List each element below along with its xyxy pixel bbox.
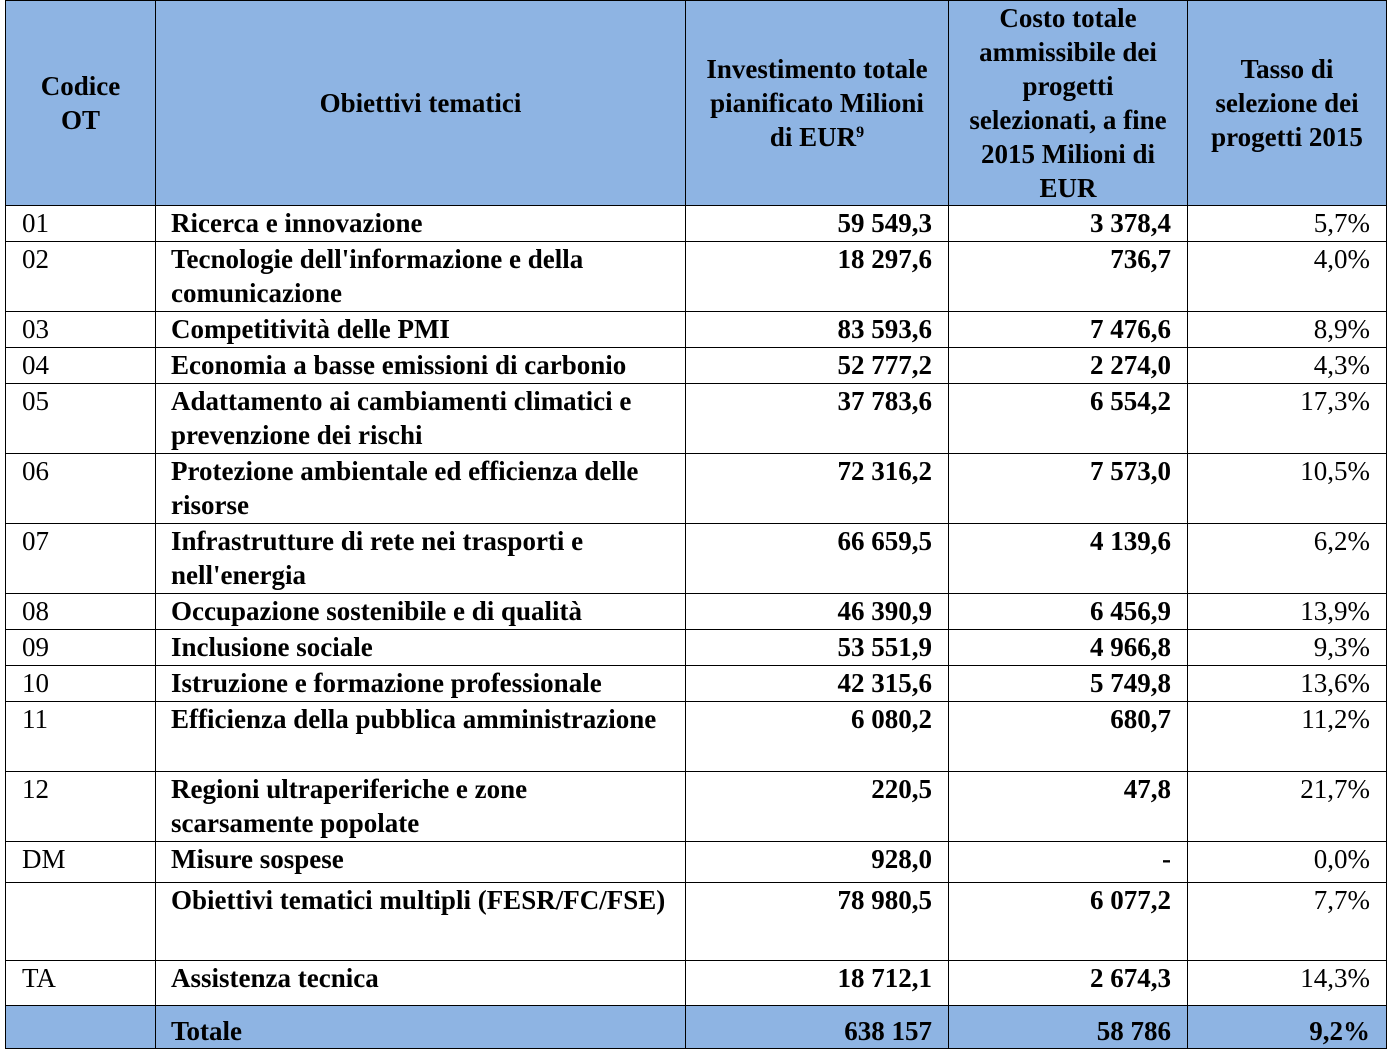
cell-objective: Istruzione e formazione professionale [171, 668, 602, 698]
cell-investment: 18 297,6 [686, 242, 949, 312]
cell-code: 03 [6, 312, 156, 347]
cell-code-objective [6, 348, 686, 384]
total-rate: 9,2% [1188, 1006, 1387, 1049]
footnote-marker: 9 [856, 124, 865, 141]
total-cost: 58 786 [949, 1006, 1188, 1049]
cell-objective: Occupazione sostenibile e di qualità [171, 596, 583, 626]
cell-cost: 2 274,0 [949, 348, 1188, 384]
cell-code: 11 [6, 702, 156, 771]
cell-code-objective [6, 630, 686, 666]
cell-rate: 13,6% [1188, 666, 1387, 702]
cell-objective: Ricerca e innovazione [171, 208, 423, 238]
cell-cost: 2 674,3 [949, 961, 1188, 1006]
cell-cost: - [949, 842, 1188, 883]
cell-code-objective [6, 524, 686, 594]
cell-code-objective [6, 206, 686, 242]
table-row [6, 883, 1387, 961]
cell-code: DM [6, 842, 156, 882]
cell-investment: 66 659,5 [686, 524, 949, 594]
cell-investment: 72 316,2 [686, 454, 949, 524]
cell-objective: Adattamento ai cambiamenti climatici e prevenzione dei rischi [171, 386, 632, 450]
cell-objective: Inclusione sociale [171, 632, 373, 662]
cell-objective: Infrastrutture di rete nei trasporti e nell'energia [171, 526, 584, 590]
cell-code: 01 [6, 206, 156, 241]
cell-code-objective [6, 961, 686, 1006]
header-row [6, 1, 1387, 206]
cell-investment: 220,5 [686, 772, 949, 842]
cell-code: 02 [6, 242, 156, 311]
header-objective: Obiettivi tematici [319, 88, 522, 118]
cell-investment: 42 315,6 [686, 666, 949, 702]
cell-cost: 3 378,4 [949, 206, 1188, 242]
cell-rate: 4,0% [1188, 242, 1387, 312]
cell-investment: 59 549,3 [686, 206, 949, 242]
header-cost [949, 1, 1188, 206]
cell-investment: 52 777,2 [686, 348, 949, 384]
cell-cost: 5 749,8 [949, 666, 1188, 702]
table-row [6, 524, 1387, 594]
table-row [6, 842, 1387, 883]
cell-rate: 4,3% [1188, 348, 1387, 384]
cell-code: 06 [6, 454, 156, 523]
cell-cost: 7 476,6 [949, 312, 1188, 348]
cell-objective: Obiettivi tematici multipli (FESR/FC/FSE) [171, 885, 666, 915]
cell-rate: 10,5% [1188, 454, 1387, 524]
cell-code-objective [6, 842, 686, 883]
cell-objective: Economia a basse emissioni di carbonio [171, 350, 627, 380]
cell-objective: Efficienza della pubblica amministrazione [171, 704, 657, 734]
cell-rate: 0,0% [1188, 842, 1387, 883]
cell-rate: 9,3% [1188, 630, 1387, 666]
cell-code-objective [6, 702, 686, 772]
cell-cost: 6 077,2 [949, 883, 1188, 961]
cell-investment: 46 390,9 [686, 594, 949, 630]
cell-investment: 37 783,6 [686, 384, 949, 454]
cell-investment: 53 551,9 [686, 630, 949, 666]
cell-code: 04 [6, 348, 156, 383]
cell-code: 12 [6, 772, 156, 841]
cell-cost: 6 554,2 [949, 384, 1188, 454]
cell-rate: 14,3% [1188, 961, 1387, 1006]
cell-code-objective [6, 242, 686, 312]
table-row [6, 666, 1387, 702]
cell-rate: 6,2% [1188, 524, 1387, 594]
cell-code-objective [6, 384, 686, 454]
cell-cost: 47,8 [949, 772, 1188, 842]
cell-investment: 78 980,5 [686, 883, 949, 961]
cell-code: 09 [6, 630, 156, 665]
cell-rate: 13,9% [1188, 594, 1387, 630]
cell-investment: 6 080,2 [686, 702, 949, 772]
cell-rate: 8,9% [1188, 312, 1387, 348]
total-code-cell [6, 1006, 156, 1048]
cell-rate: 17,3% [1188, 384, 1387, 454]
cell-objective: Competitività delle PMI [171, 314, 450, 344]
cell-objective: Tecnologie dell'informazione e della comunicazione [171, 244, 584, 308]
total-investment: 638 157 [686, 1006, 949, 1049]
table-row [6, 772, 1387, 842]
cell-cost: 4 139,6 [949, 524, 1188, 594]
cell-objective: Assistenza tecnica [171, 963, 379, 993]
table-row [6, 961, 1387, 1006]
cell-code-objective [6, 772, 686, 842]
table-row [6, 206, 1387, 242]
cell-rate: 7,7% [1188, 883, 1387, 961]
table-row [6, 594, 1387, 630]
cell-code: TA [6, 961, 156, 1005]
cell-cost: 7 573,0 [949, 454, 1188, 524]
cell-investment: 928,0 [686, 842, 949, 883]
cell-objective: Protezione ambientale ed efficienza delle risorse [171, 456, 639, 520]
cell-rate: 11,2% [1188, 702, 1387, 772]
cell-code-objective [6, 594, 686, 630]
table-row [6, 384, 1387, 454]
header-rate-label: Tasso di selezione dei progetti 2015 [1211, 54, 1363, 152]
total-label-cell [6, 1006, 686, 1049]
cell-objective: Regioni ultraperiferiche e zone scarsamente popolate [171, 774, 528, 838]
table-row [6, 348, 1387, 384]
table-row [6, 454, 1387, 524]
header-cost-label: Costo totale ammissibile dei progetti selezionati, a fine 2015 Milioni di EUR [969, 3, 1167, 203]
cell-code-objective [6, 312, 686, 348]
cell-code-objective [6, 883, 686, 961]
cell-code: 05 [6, 384, 156, 453]
total-label: Totale [171, 1016, 243, 1046]
header-investment [686, 1, 949, 206]
cell-code: 10 [6, 666, 156, 701]
table-row [6, 242, 1387, 312]
cell-code-objective [6, 666, 686, 702]
cell-code [6, 883, 156, 960]
cell-cost: 680,7 [949, 702, 1188, 772]
thematic-objectives-table [5, 0, 1387, 1049]
header-investment-label: Investimento totale pianificato Milioni di EUR [706, 54, 928, 152]
cell-code: 07 [6, 524, 156, 593]
cell-cost: 6 456,9 [949, 594, 1188, 630]
cell-cost: 4 966,8 [949, 630, 1188, 666]
header-code-objective [6, 1, 686, 206]
total-row [6, 1006, 1387, 1049]
cell-investment: 18 712,1 [686, 961, 949, 1006]
cell-investment: 83 593,6 [686, 312, 949, 348]
cell-objective: Misure sospese [171, 844, 344, 874]
cell-cost: 736,7 [949, 242, 1188, 312]
header-code: Codice OT [40, 71, 121, 135]
cell-rate: 21,7% [1188, 772, 1387, 842]
table-row [6, 702, 1387, 772]
cell-code: 08 [6, 594, 156, 629]
table-row [6, 312, 1387, 348]
table-row [6, 630, 1387, 666]
cell-code-objective [6, 454, 686, 524]
header-rate [1188, 1, 1387, 206]
cell-rate: 5,7% [1188, 206, 1387, 242]
